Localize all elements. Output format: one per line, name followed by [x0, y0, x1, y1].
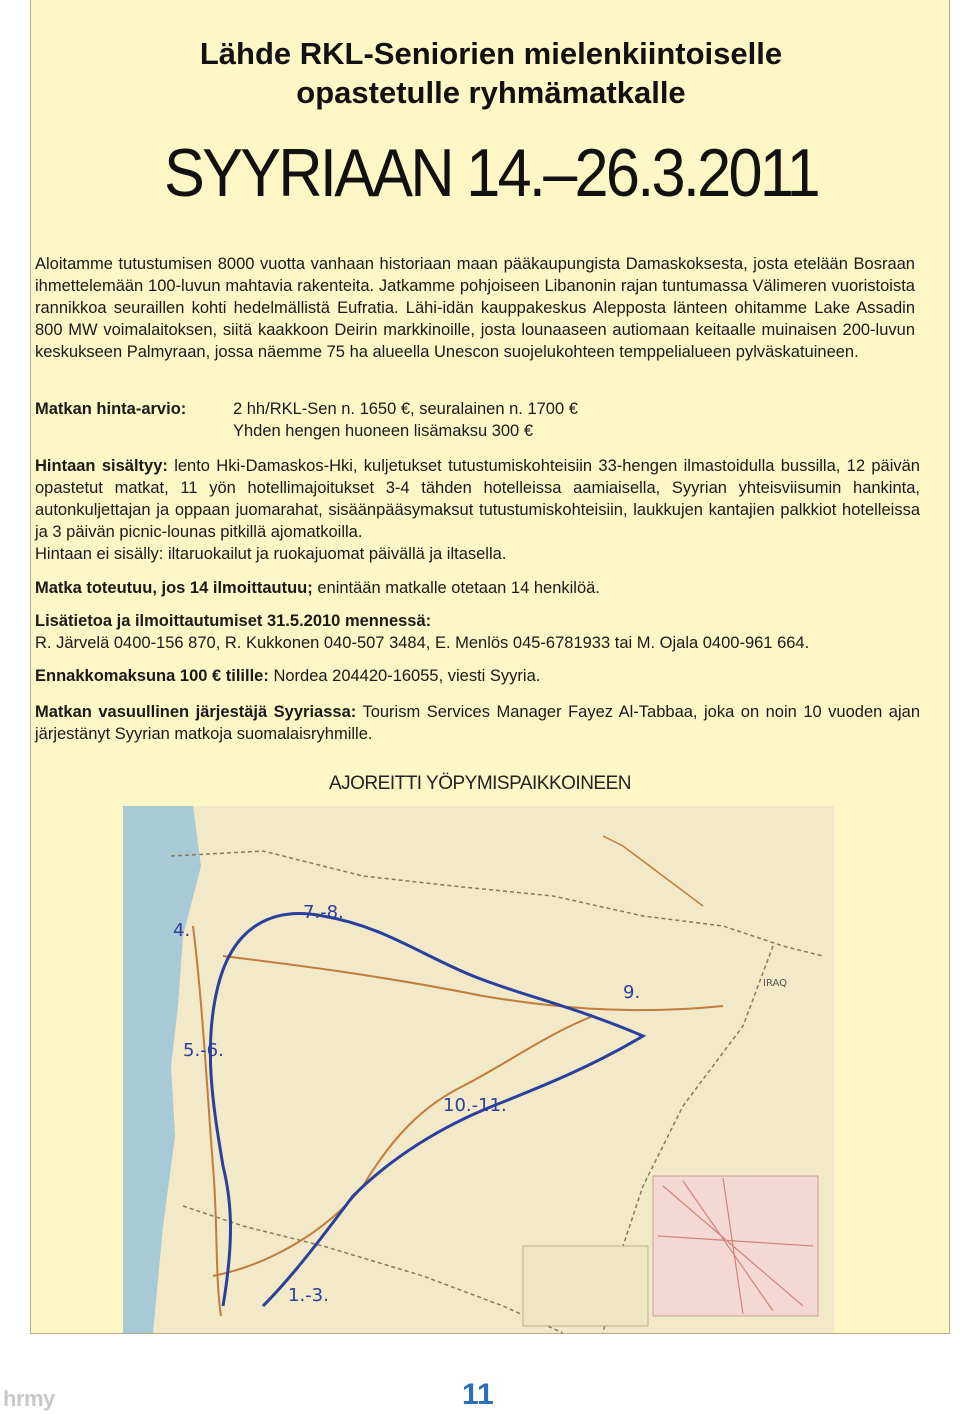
organizer-section: [35, 701, 920, 745]
magazine-logo: hrmy: [3, 1386, 55, 1411]
route-label-9: 9.: [623, 982, 641, 1003]
intro-text: Aloitamme tutustumisen 8000 vuotta vanhaan historiaan maan pääkaupungista Damaskoksesta, josta etelään Bosraan ihmettelemään 100-luvun mahtavia rakenteita. Jatkamme pohjoiseen Libanonin rajan tuntumassa Välimeren vuoristoista rannikkoa seuraillen kohti hedelmällistä Eufratia. Lähi-idän kauppakeskus Alepposta länteen ohitamme Lake Assadin 800 MW voimalaitoksen, siitä kaakkoon Deirin markkinoille, josta lounaaseen autiomaan keitaalle muinaisen 200-luvun keskukseen Palmyraan, jossa näemme 75 ha alueella Unescon suojelukohteen temppelialueen pylväskatuineen.: [35, 255, 915, 361]
price-label: Matkan hinta-arvio:: [35, 400, 187, 418]
route-label-4: 4.: [173, 920, 191, 941]
organizer-label: Matkan vasuullinen järjestäjä Syyriassa:: [35, 703, 357, 721]
minimum-label: Matka toteutuu, jos 14 ilmoittautuu;: [35, 579, 313, 597]
organizer-text: Tourism Services Manager Fayez Al-Tabbaa, joka on noin 10 vuoden ajan järjestänyt Syyrian matkoja suomalaisryhmille.: [35, 703, 920, 743]
map-caption: AJOREITTI YÖPYMISPAIKKOINEEN: [328, 773, 632, 794]
route-label-5-6: 5.-6.: [183, 1040, 224, 1061]
trip-title: SYYRIAAN 14.–26.3.2011: [164, 135, 818, 211]
contact-section: [35, 610, 920, 654]
intro-paragraph: [35, 253, 915, 363]
price-line-2: Yhden hengen huoneen lisämaksu 300 €: [233, 422, 533, 440]
contact-text: R. Järvelä 0400-156 870, R. Kukkonen 040-507 3484, E. Menlös 045-6781933 tai M. Ojala 0400-961 664.: [35, 634, 810, 652]
included-label: Hintaan sisältyy:: [35, 457, 168, 475]
deposit-label: Ennakkomaksuna 100 € tilille:: [35, 667, 269, 685]
heading-line-1: Lähde RKL-Seniorien mielenkiintoiselle: [199, 36, 783, 71]
price-line-1: 2 hh/RKL-Sen n. 1650 €, seuralainen n. 1700 €: [233, 400, 578, 418]
page-number: 11: [462, 1378, 494, 1411]
route-label-10-11: 10.-11.: [443, 1095, 507, 1116]
contact-label: Lisätietoa ja ilmoittautumiset 31.5.2010 mennessä:: [35, 612, 432, 630]
minimum-section: [35, 577, 920, 599]
route-map: [123, 806, 834, 1333]
included-section: [35, 455, 920, 565]
minimum-text: enintään matkalle otetaan 14 henkilöä.: [312, 579, 600, 597]
route-label-7-8: 7.-8.: [303, 902, 344, 923]
inset-city-map: [653, 1176, 818, 1316]
heading-line-2: opastetulle ryhmämatkalle: [296, 75, 686, 110]
map-legend: [523, 1246, 648, 1326]
deposit-text: Nordea 204420-16055, viesti Syyria.: [268, 667, 541, 685]
included-text: lento Hki-Damaskos-Hki, kuljetukset tutustumiskohteisiin 33-hengen ilmastoidulla bussilla, 12 päivän opastetut matkat, 11 yön hotellimajoitukset 3-4 tähden hotelleissa aamiaisella, Syyrian yhteisviisumin hankinta, autonkuljettajan ja oppaan juomarahat, sisäänpääsymaksut tutustumiskohteisiin, laukkujen kantajien palkkiot hotelleissa ja 3 päivän picnic-lounas pitkillä ajomatkoilla.: [35, 457, 920, 541]
country-label-iraq: IRAQ: [763, 978, 788, 989]
deposit-section: [35, 665, 920, 687]
route-label-1-3: 1.-3.: [288, 1285, 329, 1306]
price-block: [35, 398, 915, 442]
not-included-text: Hintaan ei sisälly: iltaruokailut ja ruokajuomat päivällä ja iltasella.: [35, 545, 507, 563]
